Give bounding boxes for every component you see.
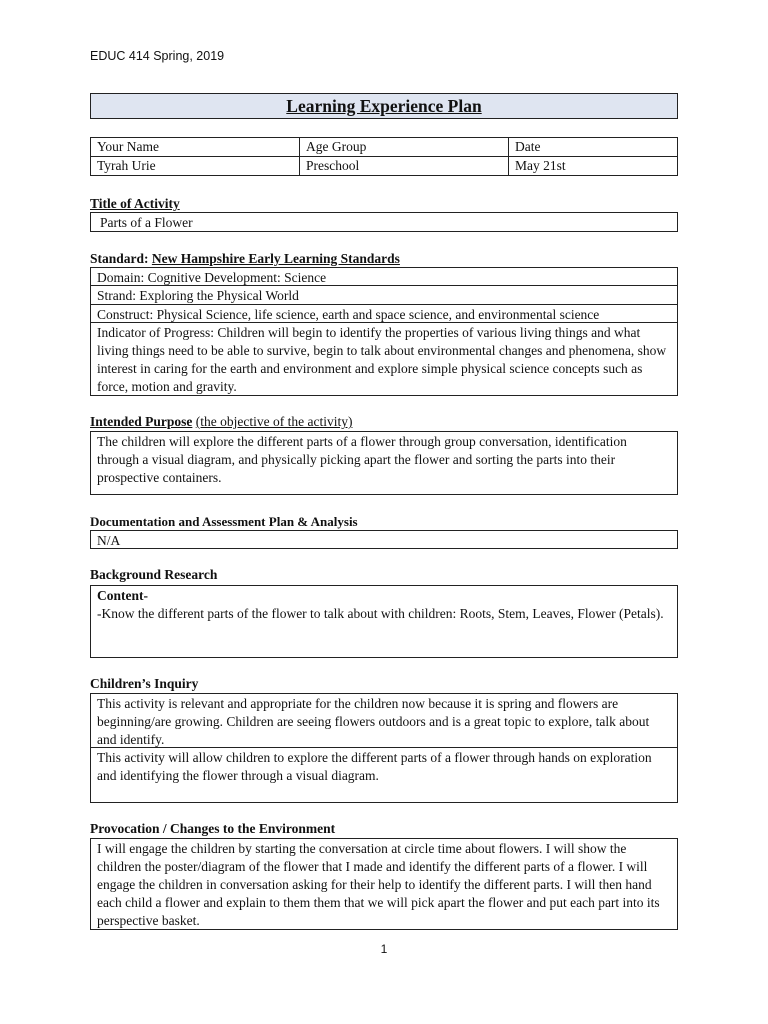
info-header-cell: Age Group [300, 138, 509, 157]
provocation-text: I will engage the children by starting the conversation at circle time about flowers. I will show the children the poster/diagram of the flower that I made and identify the different parts of a flower. I will engage the children in conversation asking for their help to identify the different parts. I will then hand each child a flower and explain to them them that we will pick apart the flower and put each part into its perspective basket. [90, 838, 678, 930]
info-header-cell: Your Name [91, 138, 300, 157]
info-header-cell: Date [509, 138, 678, 157]
title-box [90, 93, 678, 119]
provocation-label: Provocation / Changes to the Environment [90, 821, 336, 836]
document-header: EDUC 414 Spring, 2019 [90, 49, 225, 63]
background-box [90, 585, 678, 658]
inquiry-text-1: This activity is relevant and appropriate for the children now because it is spring and flowers are beginning/are growing. Children are seeing flowers outdoors and is a great topic to explore, talk about and identify. [90, 693, 678, 748]
standard-prefix: Standard: [90, 251, 149, 266]
standard-label [90, 251, 400, 267]
background-text: -Know the different parts of the flower to talk about with children: Roots, Stem, Leaves, Flower (Petals). [97, 606, 664, 621]
page-number: 1 [380, 942, 388, 956]
inquiry-label: Children’s Inquiry [90, 676, 199, 691]
purpose-label: Intended Purpose (the objective of the activity) [90, 414, 353, 429]
info-value-row [91, 157, 678, 176]
purpose-text: The children will explore the different parts of a flower through group conversation, identification through a visual diagram, and physically picking apart the flower and sorting the parts into their prospective containers. [90, 431, 678, 495]
documentation-value: N/A [90, 530, 678, 549]
purpose-note: (the objective of the activity) [195, 414, 353, 429]
info-value-cell: Preschool [300, 157, 509, 176]
documentation-label: Documentation and Assessment Plan & Analysis [90, 514, 358, 529]
activity-field [90, 212, 678, 232]
standard-name: New Hampshire Early Learning Standards [151, 251, 400, 266]
activity-label: Title of Activity [90, 196, 180, 211]
standard-row: Domain: Cognitive Development: Science [90, 267, 678, 286]
inquiry-text-2: This activity will allow children to explore the different parts of a flower through hands on exploration and identifying the flower through a visual diagram. [90, 747, 678, 803]
background-label: Background Research [90, 567, 218, 582]
standard-row: Strand: Exploring the Physical World [90, 286, 678, 305]
info-value-cell: Tyrah Urie [91, 157, 300, 176]
content-heading: Content- [97, 588, 148, 603]
info-header-row [91, 138, 678, 157]
standard-row: Construct: Physical Science, life science, earth and space science, and environmental science [90, 305, 678, 323]
standard-row: Indicator of Progress: Children will begin to identify the properties of various living things and what living things need to be able to survive, begin to talk about environmental changes and phenomena, show interest in caring for the earth and environment and explore simple physical science concepts such as force, motion and gravity. [90, 323, 678, 396]
page-title: Learning Experience Plan [286, 96, 482, 116]
activity-value: Parts of a Flower [100, 215, 193, 230]
info-table [90, 137, 678, 176]
info-value-cell: May 21st [509, 157, 678, 176]
